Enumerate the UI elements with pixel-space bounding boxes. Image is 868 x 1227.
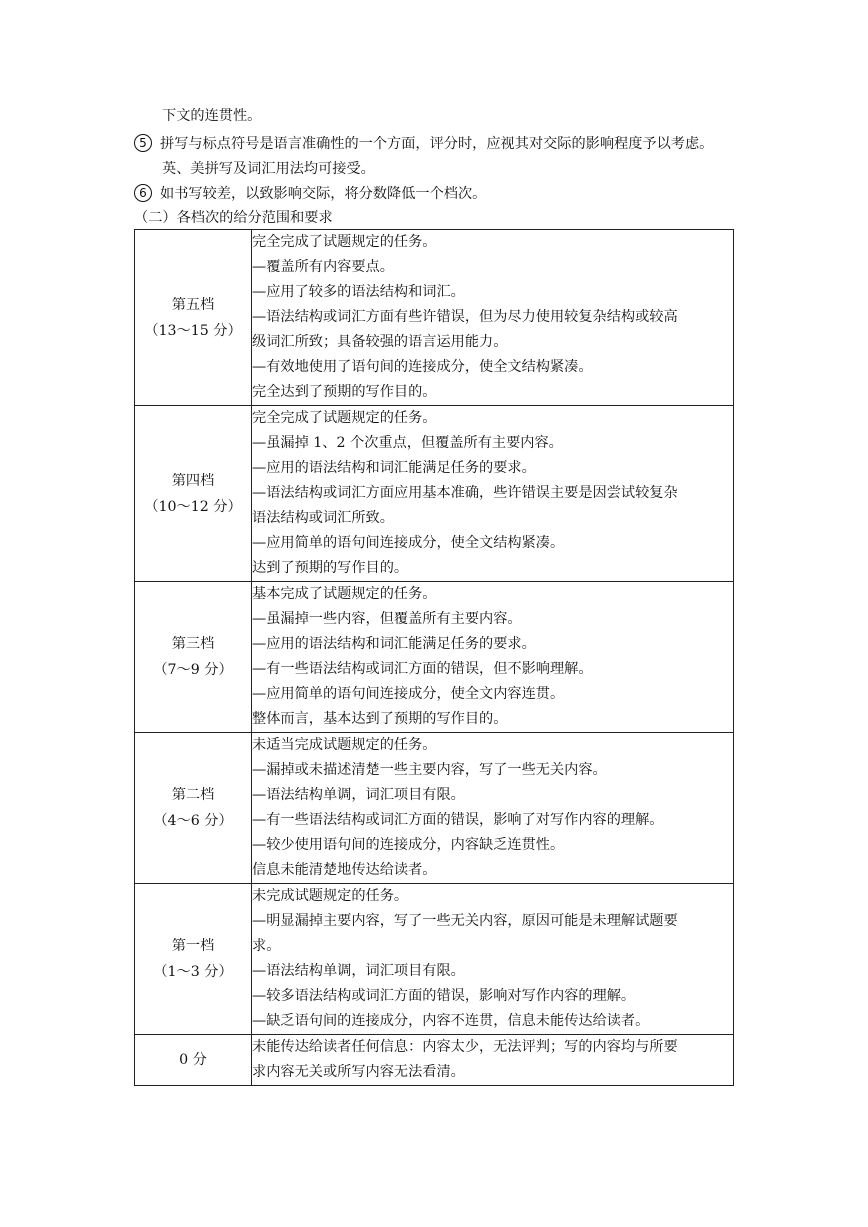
criteria-line: —较少使用语句间的连接成分，内容缺乏连贯性。 (252, 837, 565, 853)
rule-item-6-text: 如书写较差，以致影响交际，将分数降低一个档次。 (160, 186, 487, 202)
rubric-level-cell (135, 406, 252, 582)
rule-item-6 (134, 184, 486, 204)
rubric-description-cell (252, 1035, 734, 1086)
criteria-line: —应用简单的语句间连接成分，使全文结构紧凑。 (252, 535, 565, 551)
criteria-line: —漏掉或未描述清楚一些主要内容，写了一些无关内容。 (252, 762, 607, 778)
criteria-line: 信息未能清楚地传达给读者。 (252, 862, 437, 878)
criteria-line: 语法结构或词汇所致。 (252, 510, 394, 526)
level-score-range: （10～12 分） (144, 498, 242, 515)
criteria-line: —应用了较多的语法结构和词汇。 (252, 284, 465, 300)
continued-text-line: 下文的连贯性。 (162, 108, 262, 124)
section-title: （二）各档次的给分范围和要求 (134, 210, 333, 226)
rubric-level-cell (135, 1035, 252, 1086)
criteria-line: —语法结构或词汇方面有些许错误，但为尽力使用较复杂结构或较高 (252, 309, 678, 325)
rubric-row (135, 733, 734, 884)
criteria-line: 未适当完成试题规定的任务。 (252, 737, 437, 753)
criteria-line: —应用的语法结构和词汇能满足任务的要求。 (252, 636, 536, 652)
level-name: 第四档 (171, 472, 215, 489)
rubric-level-cell (135, 733, 252, 884)
criteria-line: —有效地使用了语句间的连接成分，使全文结构紧凑。 (252, 359, 593, 375)
criteria-line: —应用简单的语句间连接成分，使全文内容连贯。 (252, 686, 565, 702)
criteria-line: 基本完成了试题规定的任务。 (252, 586, 437, 602)
level-score-range: （7～9 分） (153, 662, 233, 678)
rubric-description-cell (252, 884, 734, 1035)
criteria-line: —虽漏掉一些内容，但覆盖所有主要内容。 (252, 611, 522, 627)
rubric-level-cell (135, 230, 252, 406)
level-score-range: （1～3 分） (153, 964, 233, 980)
criteria-line: —缺乏语句间的连接成分，内容不连贯，信息未能传达给读者。 (252, 1013, 650, 1029)
criteria-line: 整体而言，基本达到了预期的写作目的。 (252, 711, 508, 727)
level-name: 第一档 (171, 938, 215, 954)
rubric-level-cell (135, 884, 252, 1035)
scoring-rubric-table (134, 229, 734, 1086)
rubric-row (135, 230, 734, 406)
rubric-row (135, 1035, 734, 1086)
criteria-line: 未完成试题规定的任务。 (252, 888, 409, 904)
circled-number-6: 6 (134, 184, 152, 202)
rubric-description-cell (252, 582, 734, 733)
level-name: 第二档 (171, 787, 215, 803)
rubric-row (135, 406, 734, 582)
circled-number-5: 5 (134, 134, 152, 152)
rule-item-5-continued: 英、美拼写及词汇用法均可接受。 (162, 161, 375, 177)
criteria-line: 完全完成了试题规定的任务。 (252, 410, 437, 426)
level-name: 0 分 (179, 1052, 207, 1068)
criteria-line: 完全达到了预期的写作目的。 (252, 384, 437, 400)
criteria-line: —覆盖所有内容要点。 (252, 259, 394, 275)
rule-item-5 (134, 134, 713, 154)
rubric-description-cell (252, 230, 734, 406)
criteria-line: —有一些语法结构或词汇方面的错误，影响了对写作内容的理解。 (252, 812, 664, 828)
criteria-line: —语法结构单调，词汇项目有限。 (252, 963, 465, 979)
criteria-line: 求。 (252, 938, 281, 954)
criteria-line: —虽漏掉 1、2 个次重点，但覆盖所有主要内容。 (252, 435, 563, 451)
rubric-level-cell (135, 582, 252, 733)
criteria-line: 未能传达给读者任何信息：内容太少，无法评判；写的内容均与所要 (252, 1039, 678, 1055)
level-score-range: （13～15 分） (144, 322, 242, 339)
criteria-line: —应用的语法结构和词汇能满足任务的要求。 (252, 460, 536, 476)
criteria-line: —较多语法结构或词汇方面的错误，影响对写作内容的理解。 (252, 988, 636, 1004)
criteria-line: —语法结构单调，词汇项目有限。 (252, 787, 465, 803)
level-name: 第五档 (171, 296, 215, 313)
rubric-description-cell (252, 733, 734, 884)
rubric-row (135, 582, 734, 733)
rubric-description-cell (252, 406, 734, 582)
criteria-line: —语法结构或词汇方面应用基本准确，些许错误主要是因尝试较复杂 (252, 485, 678, 501)
criteria-line: —明显漏掉主要内容，写了一些无关内容，原因可能是未理解试题要 (252, 913, 678, 929)
criteria-line: —有一些语法结构或词汇方面的错误，但不影响理解。 (252, 661, 593, 677)
level-name: 第三档 (171, 636, 215, 652)
rubric-row (135, 884, 734, 1035)
criteria-line: 达到了预期的写作目的。 (252, 560, 409, 576)
level-score-range: （4～6 分） (153, 813, 233, 829)
criteria-line: 级词汇所致；具备较强的语言运用能力。 (252, 334, 508, 350)
criteria-line: 求内容无关或所写内容无法看清。 (252, 1064, 465, 1080)
criteria-line: 完全完成了试题规定的任务。 (252, 234, 437, 250)
rule-item-5-text: 拼写与标点符号是语言准确性的一个方面，评分时，应视其对交际的影响程度予以考虑。 (160, 136, 714, 152)
